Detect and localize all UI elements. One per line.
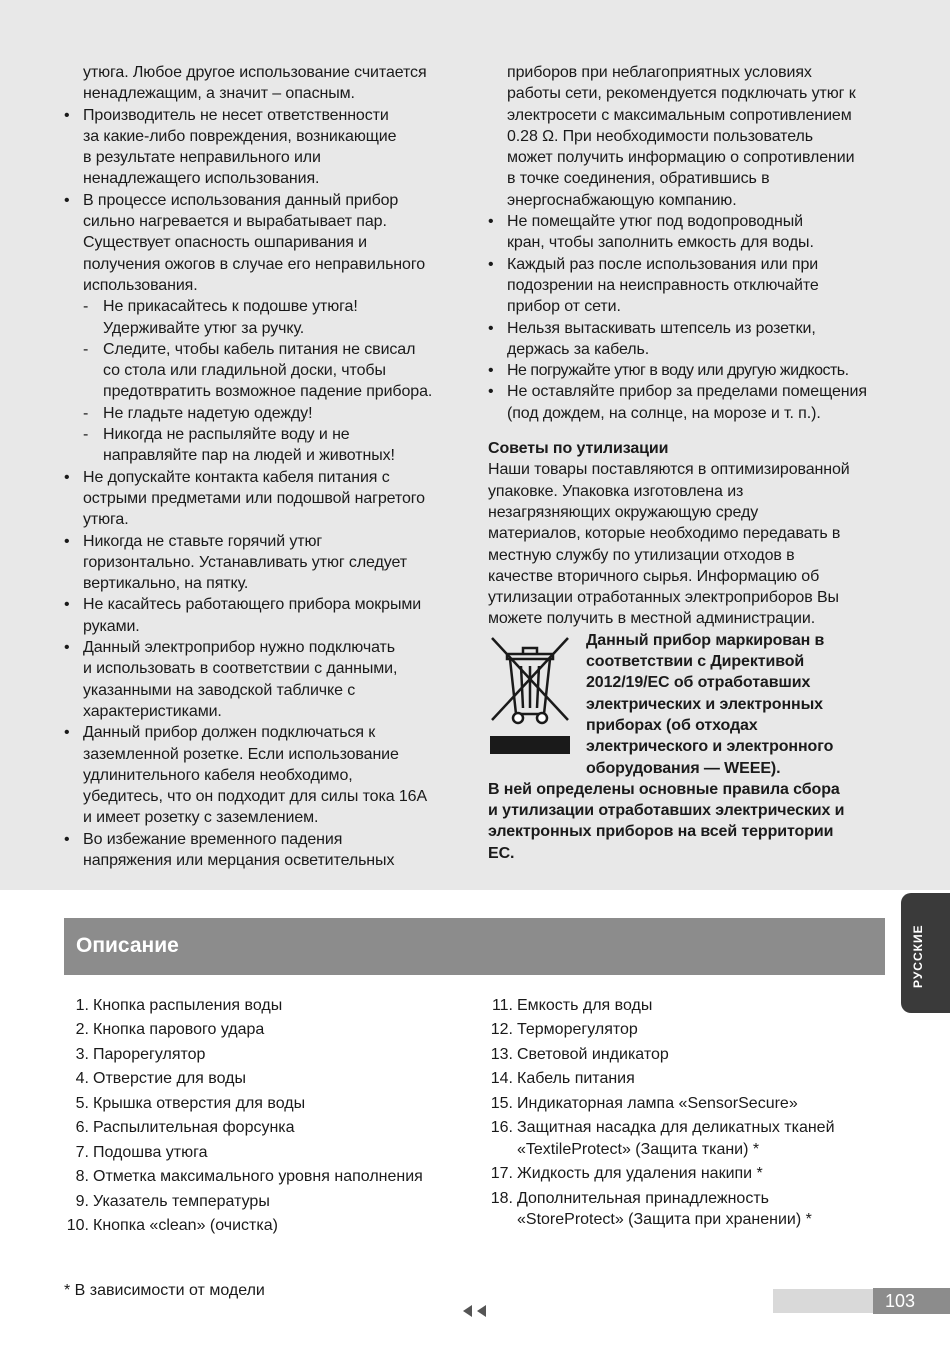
list-item bbox=[64, 1093, 469, 1114]
item-text: Распылительная форсунка bbox=[93, 1119, 295, 1137]
paragraph-line: в точке соединения, обратившись в bbox=[507, 170, 770, 188]
item-text: Кабель питания bbox=[517, 1070, 635, 1088]
paragraph-line: 0.28 Ω. При необходимости пользователь bbox=[507, 127, 813, 145]
bullet-line: Данный электроприбор нужно подключать bbox=[83, 639, 396, 657]
bullet-item bbox=[488, 254, 893, 318]
bullet-item bbox=[64, 467, 469, 531]
list-item bbox=[64, 1142, 469, 1163]
bullet-line: Во избежание временного падения bbox=[83, 830, 343, 848]
bullet-line: Производитель не несет ответственности bbox=[83, 106, 389, 124]
item-number: 4. bbox=[75, 1070, 89, 1088]
dash-item bbox=[64, 424, 469, 467]
item-text: Дополнительная принадлежность bbox=[517, 1189, 769, 1207]
dash-item bbox=[64, 296, 469, 339]
bullet-line: использования. bbox=[83, 276, 198, 294]
bullet-mark: • bbox=[488, 255, 494, 273]
parts-list-right bbox=[488, 995, 888, 1233]
item-number: 13. bbox=[490, 1045, 513, 1063]
item-text: Отметка максимального уровня наполнения bbox=[93, 1168, 423, 1186]
bullet-line: горизонтально. Устанавливать утюг следует bbox=[83, 553, 407, 571]
paragraph-line: приборов при неблагоприятных условиях bbox=[507, 64, 812, 81]
bullet-line: сильно нагревается и вырабатывает пар. bbox=[83, 213, 387, 231]
bullet-mark: • bbox=[64, 191, 70, 209]
item-number: 7. bbox=[75, 1143, 89, 1161]
bullet-line: кран, чтобы заполнить емкость для воды. bbox=[507, 234, 814, 252]
item-text: Терморегулятор bbox=[517, 1021, 638, 1039]
item-number: 9. bbox=[75, 1192, 89, 1210]
weee-final-line: электронных приборов на всей территории bbox=[488, 823, 834, 841]
item-text: Отверстие для воды bbox=[93, 1070, 246, 1088]
list-item bbox=[488, 1117, 888, 1160]
paragraph-line: энергоснабжающую компанию. bbox=[507, 191, 737, 209]
dash-item bbox=[64, 339, 469, 403]
item-text: Указатель температуры bbox=[93, 1192, 270, 1210]
dash-mark: - bbox=[83, 340, 89, 358]
paragraph-line: незагрязняющих окружающую среду bbox=[488, 503, 759, 521]
bullet-item bbox=[488, 381, 893, 424]
item-text: Кнопка распыления воды bbox=[93, 997, 283, 1014]
dash-line: со стола или гладильной доски, чтобы bbox=[103, 362, 386, 380]
left-column bbox=[64, 62, 469, 871]
item-number: 12. bbox=[490, 1021, 513, 1039]
list-item bbox=[488, 1019, 888, 1040]
item-text: Парорегулятор bbox=[93, 1045, 206, 1063]
bullet-mark: • bbox=[488, 362, 494, 380]
bullet-line: В процессе использования данный прибор bbox=[83, 191, 399, 209]
section-title: Описание bbox=[76, 934, 179, 957]
item-text: «TextileProtect» (Защита ткани) * bbox=[517, 1140, 760, 1158]
item-text: Кнопка парового удара bbox=[93, 1021, 265, 1039]
bullet-item bbox=[64, 829, 469, 872]
paragraph-line: местную службу по утилизации отходов в bbox=[488, 546, 795, 564]
item-text: «StoreProtect» (Защита при хранении) * bbox=[517, 1210, 812, 1228]
bullet-line: и имеет розетку с заземлением. bbox=[83, 809, 319, 827]
bullet-line: подозрении на неисправность отключайте bbox=[507, 276, 819, 294]
paragraph-line: может получить информацию о сопротивлении bbox=[507, 149, 855, 167]
item-number: 6. bbox=[75, 1119, 89, 1137]
bullet-mark: • bbox=[488, 319, 494, 337]
item-number: 5. bbox=[75, 1094, 89, 1112]
item-number: 8. bbox=[75, 1168, 89, 1186]
item-text: Емкость для воды bbox=[517, 997, 653, 1014]
paragraph-line: качестве вторичного сырья. Информацию об bbox=[488, 567, 820, 585]
weee-final-line: и утилизации отработавших электрических и bbox=[488, 802, 845, 820]
item-number: 11. bbox=[491, 997, 513, 1014]
bullet-line: убедитесь, что он подходит для силы тока 16A bbox=[83, 788, 428, 806]
bullet-item bbox=[64, 722, 469, 828]
bullet-line: Не касайтесь работающего прибора мокрыми bbox=[83, 596, 422, 614]
bullet-item bbox=[64, 637, 469, 722]
language-tab-label: РУССКИЕ bbox=[911, 924, 925, 988]
bullet-mark: • bbox=[488, 213, 494, 231]
bullet-line: заземленной розетке. Если использование bbox=[83, 745, 399, 763]
bullet-line: руками. bbox=[83, 617, 140, 635]
bullet-line: Никогда не ставьте горячий утюг bbox=[83, 532, 323, 550]
item-text: Жидкость для удаления накипи * bbox=[517, 1165, 763, 1183]
list-item bbox=[488, 1068, 888, 1089]
bullet-line: утюга. bbox=[83, 511, 129, 529]
paragraph-line: ненадлежащим, а значит – опасным. bbox=[83, 85, 355, 103]
item-text: Защитная насадка для деликатных тканей bbox=[517, 1119, 835, 1137]
parts-list-left bbox=[64, 995, 469, 1240]
bullet-mark: • bbox=[64, 596, 70, 614]
bullet-item bbox=[64, 531, 469, 595]
bullet-item bbox=[488, 360, 893, 381]
bullet-item bbox=[488, 318, 893, 361]
weee-final-line: В ней определены основные правила сбора bbox=[488, 780, 840, 798]
bullet-line: Не помещайте утюг под водопроводный bbox=[507, 213, 803, 231]
item-number: 18. bbox=[490, 1189, 513, 1207]
item-number: 17. bbox=[490, 1165, 513, 1183]
weee-final-line: EC. bbox=[488, 844, 515, 862]
bullet-line: вертикально, на пятку. bbox=[83, 575, 249, 593]
bullet-line: Существует опасность ошпаривания и bbox=[83, 234, 367, 252]
item-text: Индикаторная лампа «SensorSecure» bbox=[517, 1094, 798, 1112]
bullet-mark: • bbox=[64, 468, 70, 486]
bullet-line: в результате неправильного или bbox=[83, 149, 321, 167]
item-number: 16. bbox=[490, 1119, 513, 1137]
item-text: Крышка отверстия для воды bbox=[93, 1094, 306, 1112]
weee-line: оборудования — WEEE). bbox=[586, 759, 781, 777]
paragraph-line: можете получить в местной администрации. bbox=[488, 610, 816, 628]
item-text: Кнопка «clean» (очистка) bbox=[93, 1217, 278, 1235]
bullet-line: Нельзя вытаскивать штепсель из розетки, bbox=[507, 319, 816, 337]
bullet-mark: • bbox=[64, 639, 70, 657]
right-column bbox=[488, 62, 893, 864]
bullet-line: Не погружайте утюг в воду или другую жидкость. bbox=[507, 362, 849, 380]
dash-line: Удерживайте утюг за ручку. bbox=[103, 319, 305, 337]
weee-line: Данный прибор маркирован в bbox=[586, 631, 825, 649]
weee-line: электрического и электронного bbox=[586, 738, 834, 756]
item-number: 14. bbox=[490, 1070, 513, 1088]
dash-item bbox=[64, 403, 469, 424]
weee-line: соответствии с Директивой bbox=[586, 653, 805, 671]
list-item bbox=[64, 1044, 469, 1065]
list-item bbox=[64, 1068, 469, 1089]
bullet-line: напряжения или мерцания осветительных bbox=[83, 851, 395, 869]
weee-line: 2012/19/EC об отработавших bbox=[586, 674, 811, 692]
bullet-line: удлинительного кабеля необходимо, bbox=[83, 766, 353, 784]
list-item bbox=[488, 1044, 888, 1065]
bullet-item bbox=[64, 594, 469, 637]
page-number: 103 bbox=[885, 1291, 916, 1311]
bullet-mark: • bbox=[64, 532, 70, 550]
bullet-line: острыми предметами или подошвой нагретого bbox=[83, 489, 425, 507]
section-header-bar bbox=[64, 918, 885, 975]
bullet-line: Данный прибор должен подключаться к bbox=[83, 724, 376, 742]
list-item bbox=[488, 1163, 888, 1184]
dash-line: направляйте пар на людей и животных! bbox=[103, 447, 395, 465]
list-item bbox=[64, 1191, 469, 1212]
bullet-line: держась за кабель. bbox=[507, 340, 650, 358]
weee-notice bbox=[488, 630, 893, 779]
paragraph-line: упаковке. Упаковка изготовлена из bbox=[488, 482, 744, 500]
language-tab bbox=[901, 893, 950, 1013]
list-item bbox=[64, 1117, 469, 1138]
bullet-line: Не оставляйте прибор за пределами помещения bbox=[507, 383, 867, 401]
footnote: * В зависимости от модели bbox=[64, 1282, 265, 1299]
dash-mark: - bbox=[83, 404, 89, 422]
bullet-line: указанными на заводской табличке с bbox=[83, 681, 356, 699]
bullet-mark: • bbox=[64, 830, 70, 848]
item-number: 15. bbox=[490, 1094, 513, 1112]
bullet-mark: • bbox=[488, 383, 494, 401]
dash-line: Не гладьте надетую одежду! bbox=[103, 404, 313, 422]
bullet-line: характеристиками. bbox=[83, 702, 222, 720]
item-number: 3. bbox=[75, 1045, 89, 1063]
weee-line: электрических и электронных bbox=[586, 695, 823, 713]
bullet-line: (под дождем, на солнце, на морозе и т. п.). bbox=[507, 404, 821, 422]
list-item bbox=[488, 995, 888, 1016]
dash-mark: - bbox=[83, 298, 89, 316]
list-item bbox=[64, 1215, 469, 1236]
item-text: Подошва утюга bbox=[93, 1143, 208, 1161]
paragraph-line: Наши товары поставляются в оптимизированной bbox=[488, 461, 850, 479]
bullet-line: за какие-либо повреждения, возникающие bbox=[83, 127, 397, 145]
dash-line: Не прикасайтесь к подошве утюга! bbox=[103, 298, 358, 316]
list-item bbox=[488, 1188, 888, 1231]
double-arrow-left-icon bbox=[461, 1303, 491, 1319]
dash-line: Следите, чтобы кабель питания не свисал bbox=[103, 340, 416, 358]
bullet-item bbox=[64, 190, 469, 296]
paragraph-line: утилизации отработанных электроприборов Вы bbox=[488, 589, 839, 607]
item-number: 1. bbox=[75, 997, 89, 1014]
paragraph-line: электросети с максимальным сопротивлением bbox=[507, 106, 852, 124]
disposal-heading: Советы по утилизации bbox=[488, 440, 669, 458]
dash-line: Никогда не распыляйте воду и не bbox=[103, 426, 350, 444]
page-number-box bbox=[873, 1288, 950, 1314]
item-text: Световой индикатор bbox=[517, 1045, 669, 1063]
paragraph-line: материалов, которые необходимо передавать в bbox=[488, 525, 841, 543]
list-item bbox=[64, 1019, 469, 1040]
bullet-line: и использовать в соответствии с данными, bbox=[83, 660, 398, 678]
bullet-line: получения ожогов в случае его неправильного bbox=[83, 255, 426, 273]
paragraph-line: утюга. Любое другое использование считается bbox=[83, 64, 427, 81]
item-number: 2. bbox=[75, 1021, 89, 1039]
list-item bbox=[64, 995, 469, 1016]
weee-line: приборах (об отходах bbox=[586, 716, 758, 734]
bullet-mark: • bbox=[64, 724, 70, 742]
crossed-bin-icon bbox=[488, 632, 572, 760]
paragraph-line: работы сети, рекомендуется подключать утюг к bbox=[507, 85, 856, 103]
dash-mark: - bbox=[83, 426, 89, 444]
bullet-mark: • bbox=[64, 106, 70, 124]
bullet-line: прибор от сети. bbox=[507, 298, 621, 316]
bullet-line: Каждый раз после использования или при bbox=[507, 255, 819, 273]
dash-line: предотвратить возможное падение прибора. bbox=[103, 383, 433, 401]
item-number: 10. bbox=[66, 1217, 89, 1235]
bullet-item bbox=[488, 211, 893, 254]
bullet-item bbox=[64, 105, 469, 190]
bullet-line: Не допускайте контакта кабеля питания с bbox=[83, 468, 390, 486]
list-item bbox=[488, 1093, 888, 1114]
list-item bbox=[64, 1166, 469, 1187]
bullet-line: ненадлежащего использования. bbox=[83, 170, 320, 188]
